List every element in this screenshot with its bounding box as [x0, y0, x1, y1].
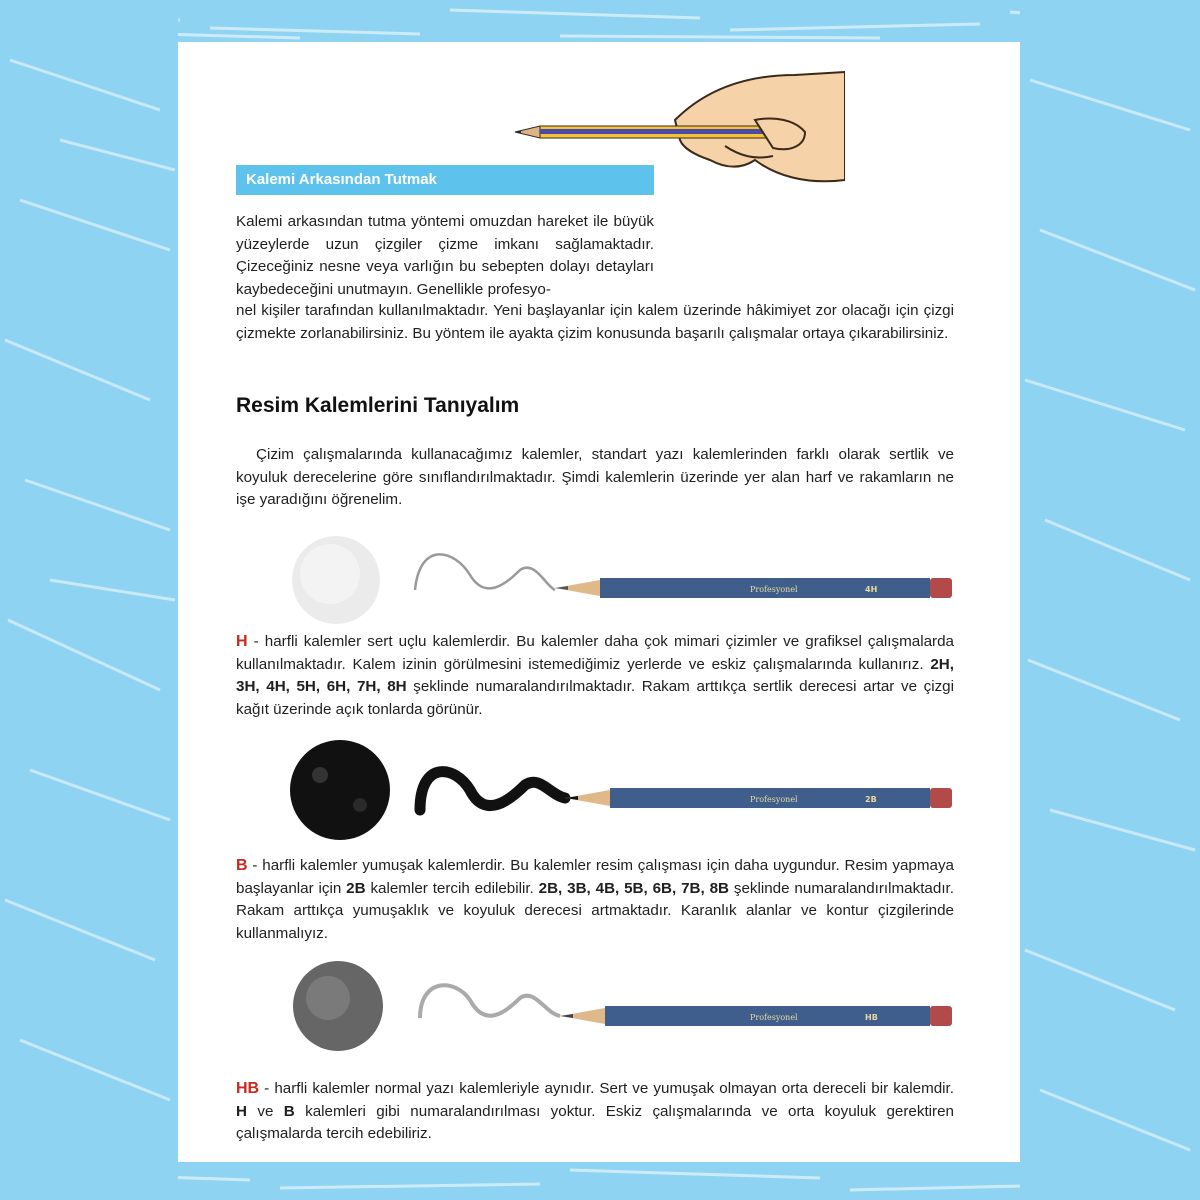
squiggle-line — [420, 772, 565, 810]
heading-pencils: Resim Kalemlerini Tanıyalım — [236, 394, 520, 417]
paragraph-hb: HB - harfli kalemler normal yazı kalemleriyle aynıdır. Sert ve yumuşak olmayan orta dereceli bir kalemdir. H ve B kalemleri gibi numaralandırılması yoktur. Eskiz çalışmalarında ve orta koyuluk gerektiren çalışmalarda tercih edebiliriz. — [236, 1080, 954, 1143]
letter-h: H — [236, 633, 248, 650]
section-title-bar — [236, 165, 654, 195]
pencil-grade-tag: 4H — [865, 585, 878, 594]
intro-paragraph-top: Kalemi arkasından tutma yöntemi omuzdan hareket ile büyük yüzeylerde uzun çizgiler çizme imkanı sağlamaktadır. Çizeceğiniz nesne veya varlığın bu sebepten dolayı detayları kaybedeceğini unutmayın. Genellikle profesyo- — [236, 213, 654, 298]
pencil-brand-label: Profesyonel — [750, 1013, 798, 1022]
shading-swatch — [293, 961, 383, 1051]
pencil-grade-tag: 2B — [865, 795, 877, 804]
page-border-right — [1020, 0, 1200, 1200]
shading-swatch — [292, 536, 380, 624]
lead-paragraph: Çizim çalışmalarında kullanacağımız kalemler, standart yazı kalemlerinden farklı olarak sertlik ve koyuluk derecelerine göre sınıflandırılmaktadır. Şimdi kalemlerin üzerinde yer alan harf ve rakamların ne işe yaradığını öğrenelim. — [236, 446, 954, 509]
intro-paragraph-bottom: nel kişiler tarafından kullanılmaktadır. Yeni başlayanlar için kalem üzerinde hâkimiyet zor olacağı için çizgi çizmekte zorlanabilirsiniz. Bu yöntem ile ayakta çizim konusunda başarılı çalışmalar ortaya çıkarabilirsiniz. — [236, 302, 954, 342]
shading-swatch — [290, 740, 390, 840]
pencil-brand-label: Profesyonel — [750, 585, 798, 594]
page-border-left — [0, 0, 178, 1200]
pencil-grade-tag: HB — [865, 1013, 878, 1022]
letter-hb: HB — [236, 1080, 260, 1097]
letter-b: B — [236, 857, 248, 874]
section-title: Kalemi Arkasından Tutmak — [246, 171, 437, 188]
squiggle-line — [415, 554, 555, 590]
pencil-brand-label: Profesyonel — [750, 795, 798, 804]
paragraph-b: B - harfli kalemler yumuşak kalemlerdir. Bu kalemler resim çalışması için daha uygundur. Resim yapmaya başlayanlar için 2B kalemler tercih edilebilir. 2B, 3B, 4B, 5B, 6B, 7B, 8B şeklinde numaralandırılmaktadır. Rakam arttıkça yumuşaklık ve koyuluk derecesi artmaktadır. Karanlık alanlar ve kontur çizgilerinde kullanmalıyız. — [236, 857, 954, 942]
pencil-row-h — [280, 530, 970, 640]
squiggle-line — [420, 985, 560, 1018]
pencil-row-hb — [280, 958, 970, 1058]
pencil-row-b — [280, 740, 970, 850]
paragraph-h: H - harfli kalemler sert uçlu kalemlerdir. Bu kalemler daha çok mimari çizimler ve grafiksel çalışmalarda kullanılmaktadır. Kalem izinin görülmesini istemediğimiz yerlerde ve eskiz çalışmalarında kullanırız. 2H, 3H, 4H, 5H, 6H, 7H, 8H şeklinde numaralandırılmaktadır. Rakam arttıkça sertlik derecesi artar ve çizgi kağıt üzerinde açık tonlarda görünür. — [236, 633, 955, 718]
